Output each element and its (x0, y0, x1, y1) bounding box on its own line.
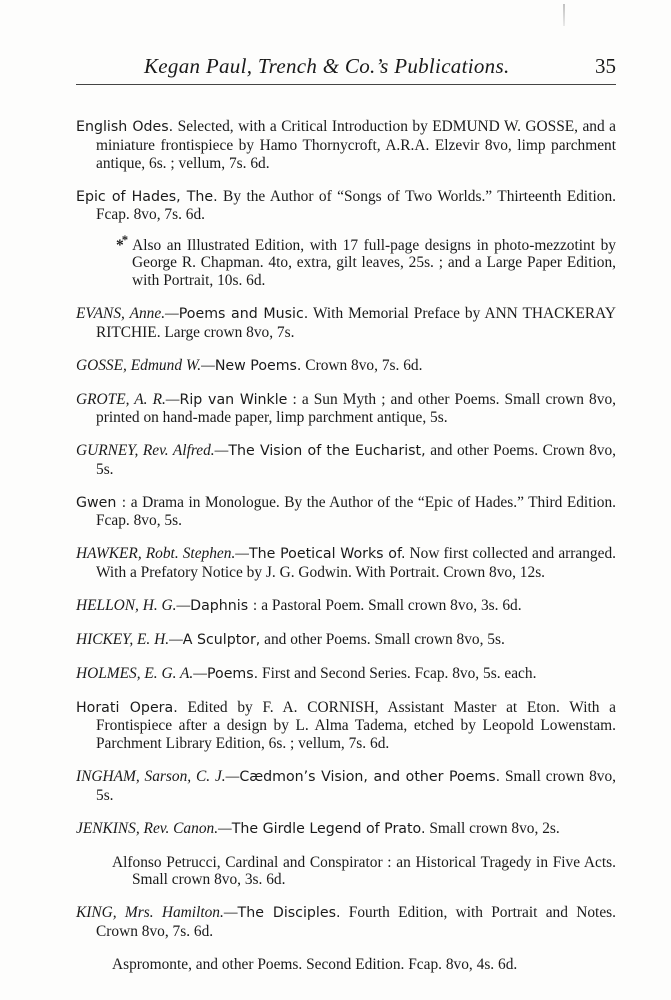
publication-list (76, 103, 616, 980)
entry-title: Poems and Music. (178, 306, 309, 323)
entry-description: a Pastoral Poem. Small crown 8vo, 3s. 6d. (257, 596, 522, 614)
entry-author: GOSSE, Edmund W.— (76, 356, 215, 374)
list-item (76, 820, 616, 839)
entry-title: Horati Opera. (76, 699, 178, 716)
list-item-sub (76, 956, 616, 974)
entry-title: The Poetical Works of. (249, 546, 406, 563)
list-item (76, 699, 616, 753)
entry-description: Now first collected and arranged. With a Prefatory Notice by J. G. Godwin. With Portrait. Crown 8vo, 12s. (96, 545, 616, 581)
entry-author: GROTE, A. R.— (76, 390, 180, 408)
list-item (76, 442, 616, 478)
entry-author: KING, Mrs. Hamilton.— (76, 904, 238, 922)
list-item-note (76, 232, 616, 290)
entry-title: Gwen : (76, 494, 127, 511)
list-item (76, 305, 616, 341)
entry-title: The Disciples. (237, 905, 341, 922)
page-number: 35 (595, 54, 616, 78)
list-item (76, 188, 616, 224)
entry-description: Edited by F. A. CORNISH, Assistant Master at Eton. With a Frontispiece after a design by L. Alma Tadema, etched by Leopold Lowenstam. Parchment Library Edition, 6s. ; vellum, 7s. 6d. (96, 698, 616, 753)
list-item (76, 904, 616, 940)
entry-title: Cædmon’s Vision, and other Poems. (239, 769, 501, 786)
entry-title: English Odes. (76, 119, 174, 136)
list-item (76, 357, 616, 376)
list-item (76, 118, 616, 172)
entry-title: Epic of Hades, The. (76, 188, 218, 205)
entry-description: : a Sun Myth ; and other Poems. Small crown 8vo, printed on hand-made paper, limp parchment antique, 5s. (96, 390, 616, 427)
entry-description: and other Poems. Crown 8vo, 5s. (96, 442, 617, 478)
entry-description: a Drama in Monologue. By the Author of the “Epic of Hades.” Third Edition. Fcap. 8vo, 5s. (96, 493, 616, 530)
entry-title: Poems. (206, 665, 259, 682)
entry-author: HICKEY, E. H.— (76, 630, 183, 648)
entry-title: Rip van Winkle (179, 391, 288, 408)
list-item-sub (76, 854, 616, 889)
entry-author: INGHAM, Sarson, C. J.— (76, 768, 240, 786)
entry-author: JENKINS, Rev. Canon.— (76, 819, 232, 837)
entry-description: Selected, with a Critical Introduction by EDMUND W. GOSSE, and a miniature frontispiece by Hamo Thornycroft, A.R.A. Elzevir 8vo, limp parchment antique, 6s. ; vellum, 7s. 6d. (96, 118, 616, 172)
list-item (76, 494, 616, 530)
entry-title: The Vision of the Eucharist, (228, 443, 426, 460)
entry-description: First and Second Series. Fcap. 8vo, 5s. each. (258, 664, 537, 682)
entry-title: The Girdle Legend of Prato. (231, 820, 426, 837)
entry-description: Alfonso Petrucci, Cardinal and Conspirator : an Historical Tragedy in Five Acts. Small crown 8vo, 3s. 6d. (112, 853, 616, 889)
list-item (76, 391, 616, 427)
list-item (76, 768, 616, 804)
entry-description: Also an Illustrated Edition, with 17 full-page designs in photo-mezzotint by George R. Chapman. 4to, extra, gilt leaves, 25s. ; and a Large Paper Edition, with Portrait, 10s. 6d. (132, 236, 616, 290)
asterism-icon: ** (116, 232, 127, 254)
entry-author: GURNEY, Rev. Alfred.— (76, 442, 229, 460)
entry-title: New Poems. (214, 357, 302, 374)
entry-title: A Sculptor, (182, 631, 261, 648)
entry-description: Aspromonte, and other Poems. Second Edition. Fcap. 8vo, 4s. 6d. (112, 955, 518, 973)
running-title: Kegan Paul, Trench & Co.’s Publications. (144, 54, 510, 78)
entry-title: Daphnis : (190, 597, 258, 614)
entry-description: Small crown 8vo, 2s. (425, 819, 560, 837)
list-item (76, 545, 616, 581)
entry-description: Small crown 8vo, 5s. (96, 768, 616, 804)
entry-description: Crown 8vo, 7s. 6d. (301, 356, 423, 374)
entry-author: HAWKER, Robt. Stephen.— (76, 545, 249, 563)
page-edge-mark (563, 4, 565, 26)
entry-description: and other Poems. Small crown 8vo, 5s. (260, 630, 505, 648)
entry-description: With Memorial Preface by ANN THACKERAY RITCHIE. Large crown 8vo, 7s. (96, 305, 616, 341)
list-item (76, 631, 616, 650)
entry-description: By the Author of “Songs of Two Worlds.” Thirteenth Edition. Fcap. 8vo, 7s. 6d. (96, 187, 617, 224)
list-item (76, 597, 616, 616)
list-item (76, 665, 616, 684)
entry-author: HOLMES, E. G. A.— (76, 664, 207, 682)
entry-author: HELLON, H. G.— (76, 596, 191, 614)
entry-description: Fourth Edition, with Portrait and Notes. Crown 8vo, 7s. 6d. (96, 904, 616, 940)
running-header (76, 54, 616, 85)
entry-author: EVANS, Anne.— (76, 305, 179, 323)
